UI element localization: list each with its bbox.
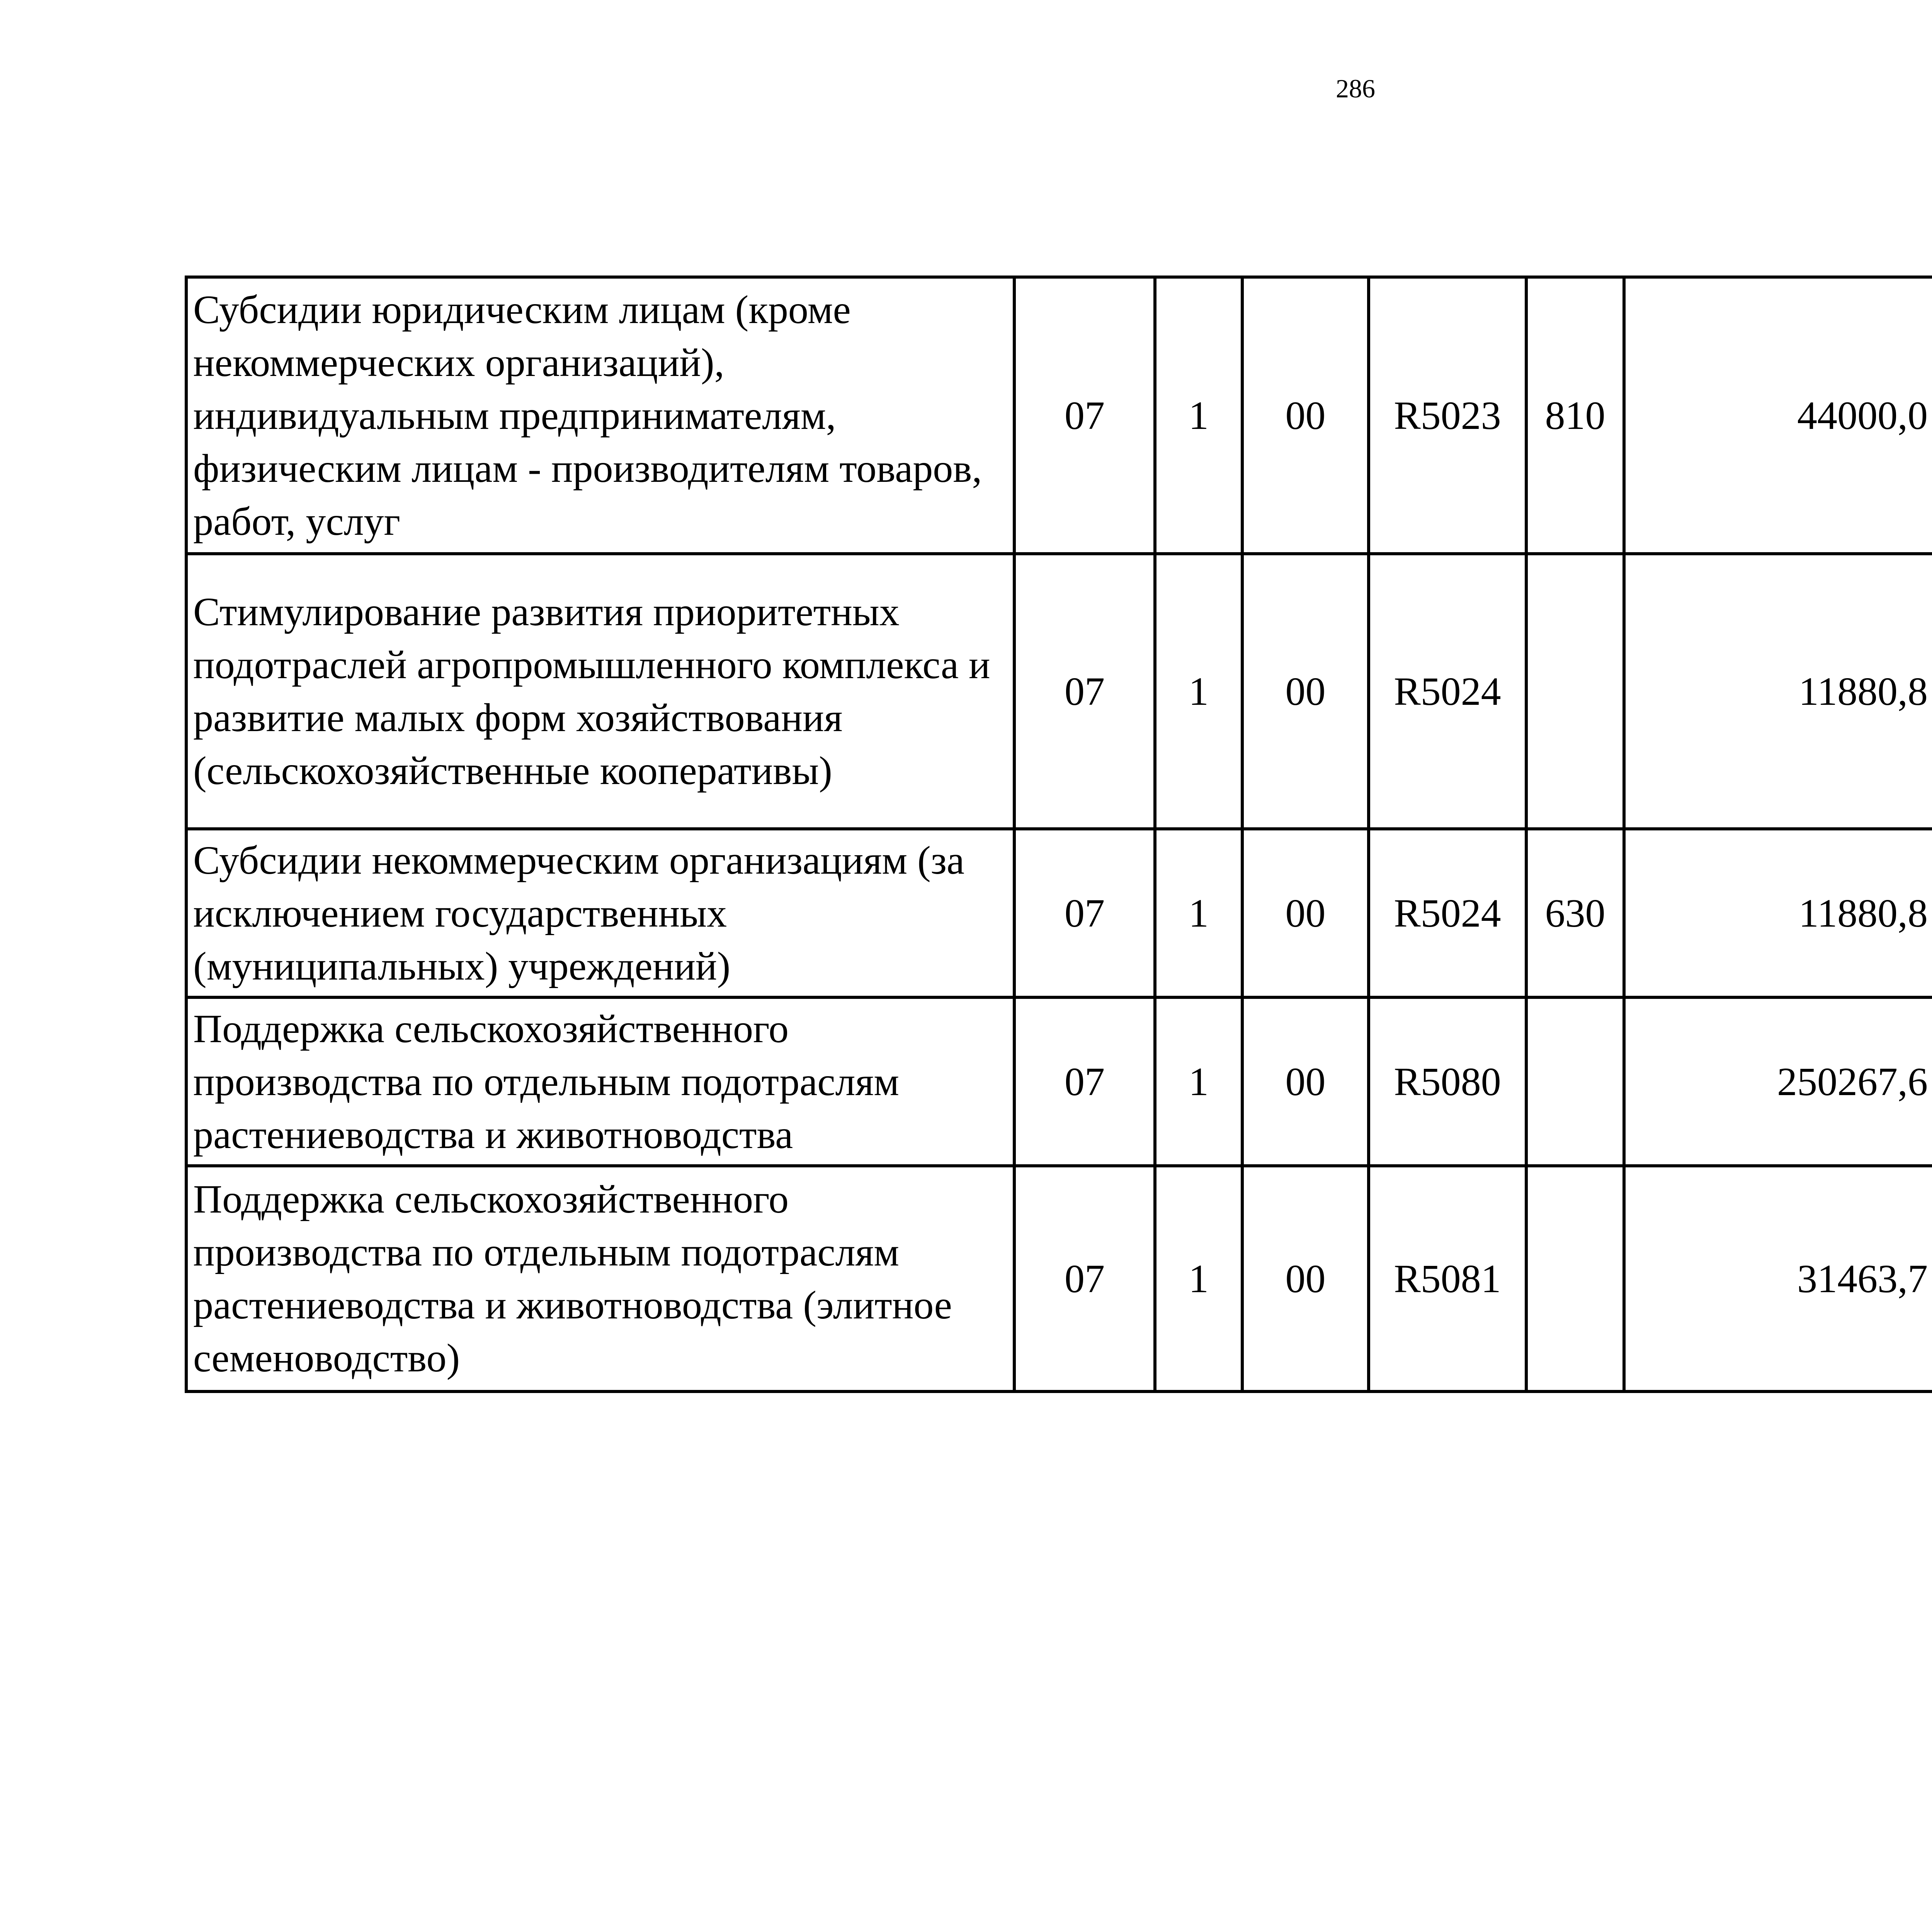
subprogram-cell: 00 [1242,1166,1369,1391]
amount-year1-cell: 11880,8 [1624,829,1932,997]
target-code-cell: R5024 [1369,554,1526,829]
program-cell: 1 [1155,277,1242,554]
program-cell: 1 [1155,829,1242,997]
razdel-cell: 07 [1014,1166,1155,1391]
row-name: Субсидии некоммерческим организациям (за исключением государственных (муниципальных) учреждений) [186,829,1014,997]
expense-type-cell [1526,997,1624,1166]
amount-year1-cell: 11880,8 [1624,554,1932,829]
razdel-cell: 07 [1014,277,1155,554]
row-name: Поддержка сельскохозяйственного производства по отдельным подотраслям растениеводства и животноводства (элитное семеноводство) [186,1166,1014,1391]
target-code-cell: R5024 [1369,829,1526,997]
target-code-cell: R5081 [1369,1166,1526,1391]
program-cell: 1 [1155,997,1242,1166]
amount-year1-cell: 250267,6 [1624,997,1932,1166]
target-code-cell: R5080 [1369,997,1526,1166]
razdel-cell: 07 [1014,997,1155,1166]
subprogram-cell: 00 [1242,554,1369,829]
row-name: Субсидии юридическим лицам (кроме некоммерческих организаций), индивидуальным предпринимателям, физическим лицам - производителям товаров, работ, услуг [186,277,1014,554]
page-number: 286 [1336,74,1375,103]
amount-year1-cell: 31463,7 [1624,1166,1932,1391]
subprogram-cell: 00 [1242,277,1369,554]
table-row [186,277,1932,554]
row-name: Стимулирование развития приоритетных подотраслей агропромышленного комплекса и развитие малых форм хозяйствования (сельскохозяйственные кооперативы) [186,554,1014,829]
program-cell: 1 [1155,1166,1242,1391]
razdel-cell: 07 [1014,829,1155,997]
expense-type-cell [1526,554,1624,829]
row-name: Поддержка сельскохозяйственного производства по отдельным подотраслям растениеводства и животноводства [186,997,1014,1166]
table-row [186,829,1932,997]
expense-type-cell [1526,1166,1624,1391]
expense-type-cell: 630 [1526,829,1624,997]
table-row [186,1166,1932,1391]
amount-year1-cell: 44000,0 [1624,277,1932,554]
table-row [186,997,1932,1166]
subprogram-cell: 00 [1242,997,1369,1166]
razdel-cell: 07 [1014,554,1155,829]
subprogram-cell: 00 [1242,829,1369,997]
expense-type-cell: 810 [1526,277,1624,554]
budget-table [185,276,1932,1393]
program-cell: 1 [1155,554,1242,829]
table-row [186,554,1932,829]
target-code-cell: R5023 [1369,277,1526,554]
